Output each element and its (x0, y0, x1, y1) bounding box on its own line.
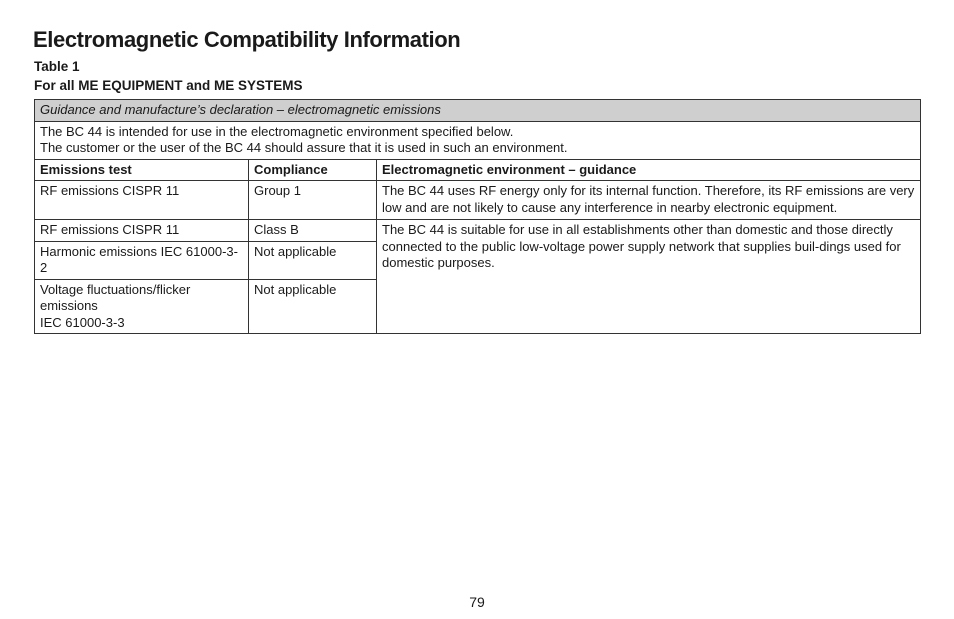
table-row (35, 181, 921, 220)
intro-line-1: The BC 44 is intended for use in the electromagnetic environment specified below. (40, 123, 514, 139)
cell-test: Harmonic emissions IEC 61000-3-2 (35, 241, 249, 279)
cell-compliance: Not applicable (249, 241, 377, 279)
table-band-title: Guidance and manufacture’s declaration – electromagnetic emissions (35, 100, 921, 122)
table-band-row (35, 100, 921, 122)
table-intro (35, 121, 921, 159)
header-guidance: Electromagnetic environment – guidance (377, 159, 921, 181)
table-subtitle: For all ME EQUIPMENT and ME SYSTEMS (34, 78, 303, 93)
table-intro-row (35, 121, 921, 159)
cell-guidance: The BC 44 is suitable for use in all establishments other than domestic and those directly connected to the public low-voltage power supply network that supplies buil-dings used for domestic purposes. (377, 220, 921, 334)
cell-test-line-1: Voltage fluctuations/flicker emissions (40, 281, 191, 313)
page-title: Electromagnetic Compatibility Information (33, 27, 461, 52)
emissions-table (34, 99, 921, 334)
table-header-row (35, 159, 921, 181)
intro-line-2: The customer or the user of the BC 44 should assure that it is used in such an environment. (40, 140, 568, 155)
cell-compliance: Not applicable (249, 279, 377, 334)
header-emissions-test: Emissions test (35, 159, 249, 181)
cell-test: RF emissions CISPR 11 (35, 220, 249, 242)
cell-test (35, 279, 249, 334)
cell-compliance: Group 1 (249, 181, 377, 220)
page-number: 79 (469, 594, 485, 610)
cell-compliance: Class B (249, 220, 377, 242)
cell-guidance: The BC 44 uses RF energy only for its internal function. Therefore, its RF emissions are very low and are not likely to cause any interference in nearby electronic equipment. (377, 181, 921, 220)
cell-test-line-2: IEC 61000-3-3 (40, 314, 125, 330)
header-compliance: Compliance (249, 159, 377, 181)
cell-test: RF emissions CISPR 11 (35, 181, 249, 220)
table-label: Table 1 (34, 59, 80, 74)
table-row (35, 220, 921, 242)
